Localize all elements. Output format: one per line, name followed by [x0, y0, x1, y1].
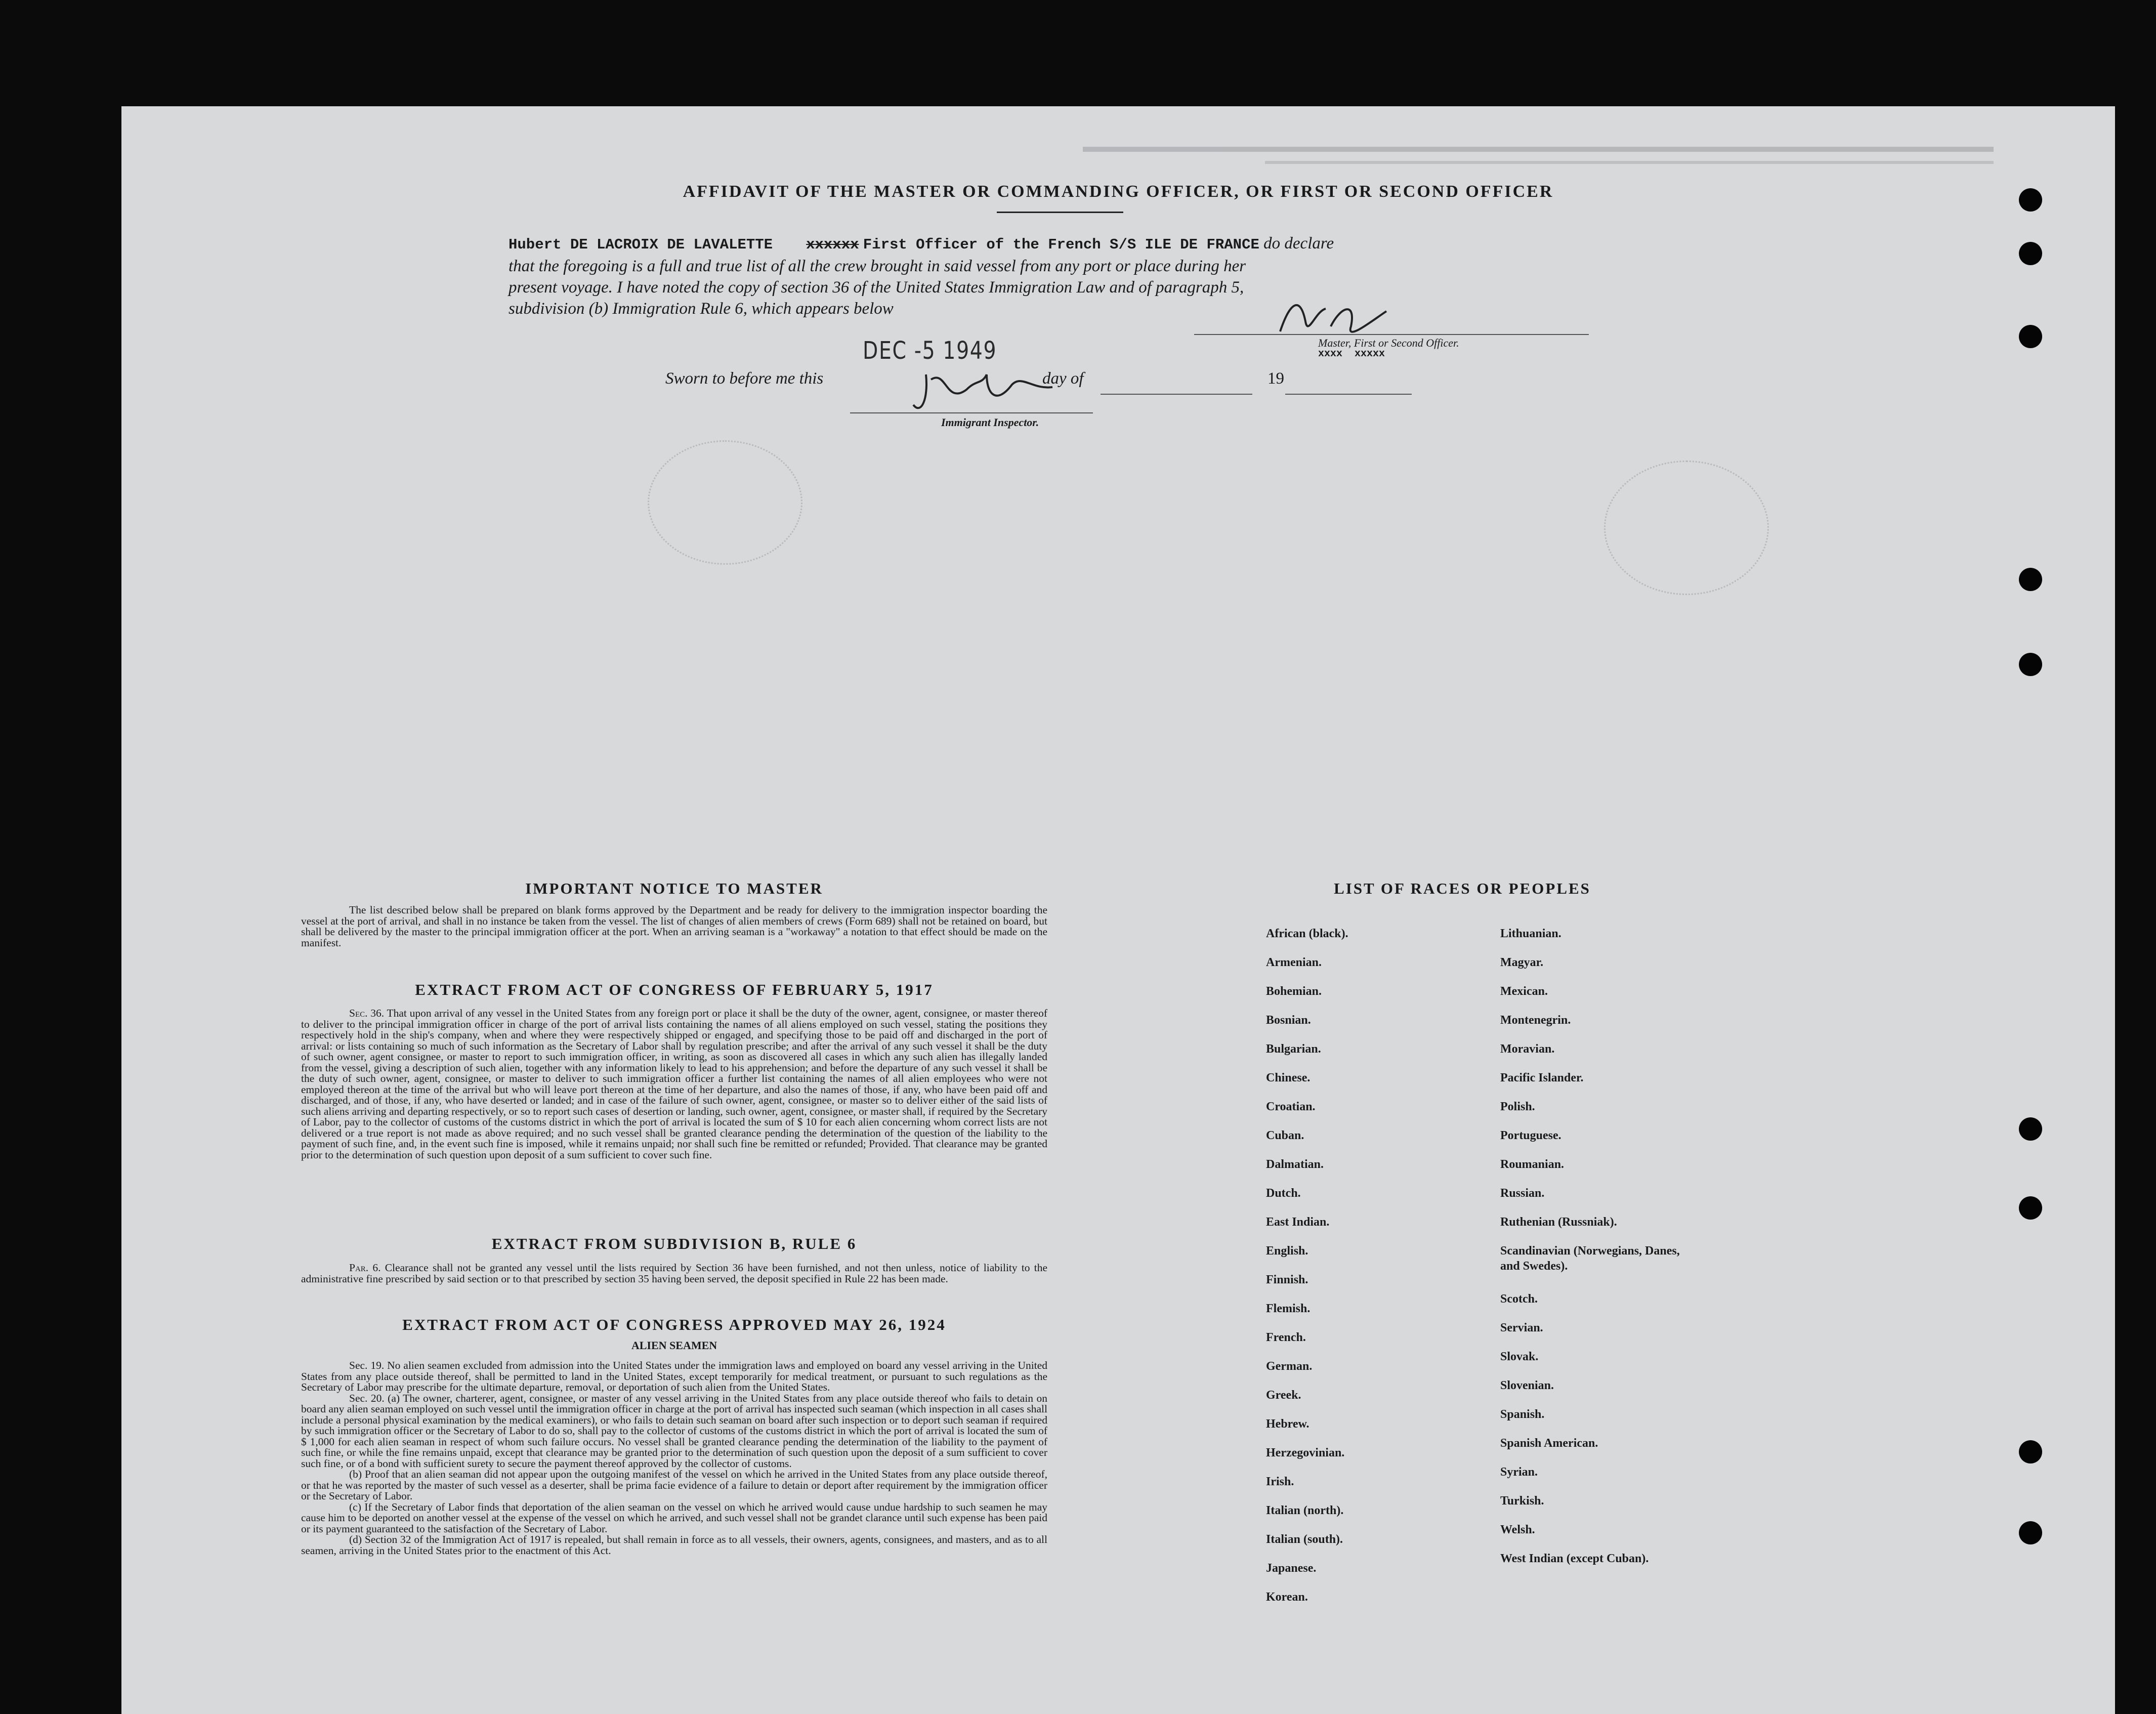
sworn-day-of: day of — [1042, 369, 1084, 388]
inspector-caption: Immigrant Inspector. — [941, 416, 1039, 429]
officer-rank: First Officer of the French S/S ILE DE FRANCE — [863, 236, 1259, 253]
punch-hole — [2019, 1117, 2042, 1141]
bleed-through-header — [1083, 137, 1994, 172]
date-stamp: DEC -5 1949 — [863, 337, 997, 365]
rule-6-title: EXTRACT FROM SUBDIVISION B, RULE 6 — [491, 1235, 857, 1252]
race-item: Portuguese. — [1500, 1129, 1561, 1142]
race-item: Chinese. — [1266, 1071, 1310, 1084]
act-1917-text: Sec. 36. That upon arrival of any vessel in the United States from any foreign port or place it shall be the duty of the owner, agent, consignee, or master thereof to deliver to the principal immigration officer in charge of the port of arrival lists containing the names of all aliens employed on such vessel, stating the positions they respectively hold in the ship's company, when and where they were respectively shipped or engaged, and specifying those to be paid off and discharged in the port of arrival: or lists containing so much of such information as the Secretary of Labor shall by regulation prescribe; and after the arrival of any such vessel it shall be the duty of such owner, agent consignee, or master to report to such immigration officer, in writing, as soon as discovered all cases in which any such alien has illegally landed from the vessel, giving a description of such alien, together with any information likely to lead to his apprehension; and before the departure of any such vessel it shall be the duty of such owner, agent, consignee, or master to deliver to such immigration officer a further list containing the names of all alien employees who were not employed thereon at the time of the arrival but who will leave port thereon at the time of her departure, and also the names of those, if any, who have been paid off and discharged, and of those, if any, who have deserted or landed; and in case of the failure of such owner, agent, consignee, or master so to deliver either of the said lists of such aliens arriving and departing respectively, or so to report such cases of desertion or landing, such owner, agent, consignee, or master shall, if required by the Secretary of Labor, pay to the collector of customs of the customs district in which the port of arrival is located the sum of $ 10 for each alien concerning whom correct lists are not delivered or a true report is not made as above required; and no such vessel shall be granted clearance pending the determination of the question of the liability to the payment of such fine, and, in the event such fine is imposed, while it remains unpaid; nor shall such fine be remitted or refunded; Provided. That clearance may be granted prior to the determination of such question upon deposit of a sum sufficient to cover such fine. — [301, 1007, 1047, 1161]
race-item: Hebrew. — [1266, 1417, 1309, 1431]
sworn-day-line — [1101, 394, 1252, 395]
race-item: Dutch. — [1266, 1187, 1301, 1200]
race-item: Italian (north). — [1266, 1504, 1344, 1517]
inspector-signature — [911, 359, 1063, 420]
punch-hole — [2019, 1521, 2042, 1544]
race-item: English. — [1266, 1244, 1308, 1258]
punch-hole — [2019, 653, 2042, 676]
race-item: Mexican. — [1500, 985, 1548, 998]
sworn-year: 19 — [1267, 369, 1284, 388]
race-item: Herzegovinian. — [1266, 1446, 1345, 1459]
race-item: Italian (south). — [1266, 1533, 1343, 1546]
act-1924-text: Sec. 19. No alien seamen excluded from admission into the United States under the immigration laws and employed on board any vessel arriving in the United States from any place outside thereof, shall be permitted to land in the United States, except temporarily for medical treatment, or pursuant to such regulations as the Secretary of Labor may prescribe for the ultimate departure, removal, or deportation of such alien from the United States. Sec. 20. (a) The owner, charterer, agent, consignee, or master of any vessel arriving in the United States from any place outside thereof who fails to detain on board any alien seaman employed on such vessel until the immigration officer in charge at the port of arrival has inspected such seaman (which inspection in all cases shall include a personal physical examination by the medical examiners), or who fails to detain such seaman on board after such inspection or to deport such seaman if required by such immigration officer or the Secretary of Labor to do so, shall pay to the collector of customs of the customs district in which the port of arrival is located the sum of $ 1,000 for each alien seaman in respect of whom such failure occurs. No vessel shall be granted clearance pending the determination of the liability to the payment of such fine, or while the fine remains unpaid, except that clearance may be granted prior to the determination of such question upon the deposit of a sum sufficient to cover such fine, or of a bond with sufficient surety to secure the payment thereof approved by the collector of customs. (b) Proof that an alien seaman did not appear upon the outgoing manifest of the vessel on which he arrived in the United States from any place outside thereof, or that he was reported by the master of such vessel as a deserter, shall be prima facie evidence of a failure to detain or deport after requirement by the immigration officer or the Secretary of Labor. (c) If the Secretary of Labor finds that deportation of the alien seaman on the vessel on which he arrived would cause undue hardship to such seamen he may cause him to be deported on another vessel at the expense of the vessel on which he arrived, and such vessel shall not be grandet clarance until such expense has been paid or its payment guaranteed to the satisfaction of the Secretary of Labor. (d) Section 32 of the Immigration Act of 1917 is repealed, but shall remain in force as to all vessels, their owners, agents, consignees, and masters, and as to all seamen, arriving in the United States prior to the enactment of this Act. — [301, 1359, 1047, 1557]
title-rule — [997, 212, 1123, 213]
race-item: Irish. — [1266, 1475, 1294, 1488]
affidavit-title: AFFIDAVIT OF THE MASTER OR COMMANDING OFFICER, OR FIRST OR SECOND OFFICER — [683, 182, 1554, 201]
race-item: Roumanian. — [1500, 1158, 1565, 1171]
affidavit-line-4: subdivision (b) Immigration Rule 6, which appears below — [509, 300, 894, 318]
race-item: Finnish. — [1266, 1273, 1308, 1286]
race-item: Croatian. — [1266, 1100, 1316, 1113]
rule-6-text: Par. 6. Clearance shall not be granted any vessel until the lists required by Section 36 have been furnished, and not then unless, notice of liability to the administrative fine prescribed by said section or to that prescribed by section 35 having been served, the deposit specified in Rule 22 has been made. — [301, 1262, 1048, 1285]
race-item: East Indian. — [1266, 1216, 1330, 1229]
race-item: Spanish. — [1500, 1408, 1545, 1421]
race-item: Japanese. — [1266, 1562, 1317, 1575]
race-item: Slovak. — [1500, 1350, 1539, 1363]
race-item: Armenian. — [1266, 956, 1322, 969]
races-right-column — [1500, 926, 1682, 1599]
race-item: German. — [1266, 1360, 1313, 1373]
punch-hole — [2019, 1196, 2042, 1220]
notice-text: The list described below shall be prepared on blank forms approved by the Department and be ready for delivery to the immigration inspector boarding the vessel at the port of arrival, and shall in no instance be taken from the vessel. The list of changes of alien members of crews (Form 689) shall not be retained on board, but shall be delivered by the master to the principal immigration officer at the port. When an arriving seaman is a "workaway" a notation to that effect should be made on the manifest. — [301, 904, 1047, 949]
bleed-through-stamp-right — [1604, 461, 1769, 595]
declare-text: do declare — [1263, 234, 1334, 253]
race-item: Slovenian. — [1500, 1379, 1554, 1392]
affidavit-line-3: present voyage. I have noted the copy of section 36 of the United States Immigration Law and of paragraph 5, — [509, 278, 1244, 297]
races-left-column — [1266, 926, 1478, 1618]
punch-hole — [2019, 242, 2042, 265]
affidavit-line-2: that the foregoing is a full and true list of all the crew brought in said vessel from any port or place during her — [509, 257, 1246, 275]
punch-hole — [2019, 325, 2042, 348]
race-item: Greek. — [1266, 1389, 1301, 1402]
race-item: Ruthenian (Russniak). — [1500, 1216, 1617, 1229]
race-item: Lithuanian. — [1500, 927, 1561, 940]
struck-caption-marks: xxxx xxxxx — [1318, 348, 1385, 360]
inspector-signature-line — [850, 412, 1093, 413]
act-1917-title: EXTRACT FROM ACT OF CONGRESS OF FEBRUARY 5, 1917 — [415, 981, 934, 998]
officer-signature-line — [1194, 334, 1589, 335]
bleed-through-stamp-left — [648, 440, 802, 565]
race-item: Magyar. — [1500, 956, 1544, 969]
race-item: Montenegrin. — [1500, 1014, 1571, 1027]
sworn-prefix: Sworn to before me this — [665, 369, 824, 388]
officer-name: Hubert DE LACROIX DE LAVALETTE — [509, 236, 773, 253]
race-item: Flemish. — [1266, 1302, 1310, 1315]
race-item: Bohemian. — [1266, 985, 1322, 998]
race-item: Polish. — [1500, 1100, 1535, 1113]
act-1924-title: EXTRACT FROM ACT OF CONGRESS APPROVED MAY 26, 1924 — [402, 1316, 946, 1333]
race-item: Bosnian. — [1266, 1014, 1311, 1027]
race-item: Moravian. — [1500, 1042, 1555, 1056]
race-item: Pacific Islander. — [1500, 1071, 1584, 1084]
struck-text: xxxxxx — [806, 236, 859, 253]
race-item: Bulgarian. — [1266, 1042, 1321, 1056]
race-item: Scotch. — [1500, 1292, 1538, 1306]
race-item: African (black). — [1266, 927, 1348, 940]
notice-title: IMPORTANT NOTICE TO MASTER — [525, 880, 823, 897]
punch-hole — [2019, 1440, 2042, 1464]
race-item: Syrian. — [1500, 1466, 1538, 1479]
race-item: Korean. — [1266, 1591, 1308, 1604]
race-item: Russian. — [1500, 1187, 1545, 1200]
race-item: French. — [1266, 1331, 1306, 1344]
race-item: West Indian (except Cuban). — [1500, 1552, 1649, 1565]
punch-hole — [2019, 568, 2042, 591]
document-page — [121, 106, 2115, 1714]
race-item: Servian. — [1500, 1321, 1543, 1334]
affidavit-line-1 — [509, 233, 1470, 256]
race-item: Welsh. — [1500, 1523, 1535, 1536]
race-item: Cuban. — [1266, 1129, 1304, 1142]
act-1924-subtitle: ALIEN SEAMEN — [631, 1339, 717, 1352]
race-item: Scandinavian (Norwegians, Danes, and Swedes). — [1500, 1244, 1680, 1273]
punch-hole — [2019, 188, 2042, 212]
race-item: Spanish American. — [1500, 1437, 1598, 1450]
races-title: LIST OF RACES OR PEOPLES — [1334, 880, 1591, 897]
sworn-year-line — [1285, 394, 1412, 395]
race-item: Dalmatian. — [1266, 1158, 1324, 1171]
officer-caption: Master, First or Second Officer. — [1318, 337, 1459, 349]
race-item: Turkish. — [1500, 1494, 1544, 1508]
